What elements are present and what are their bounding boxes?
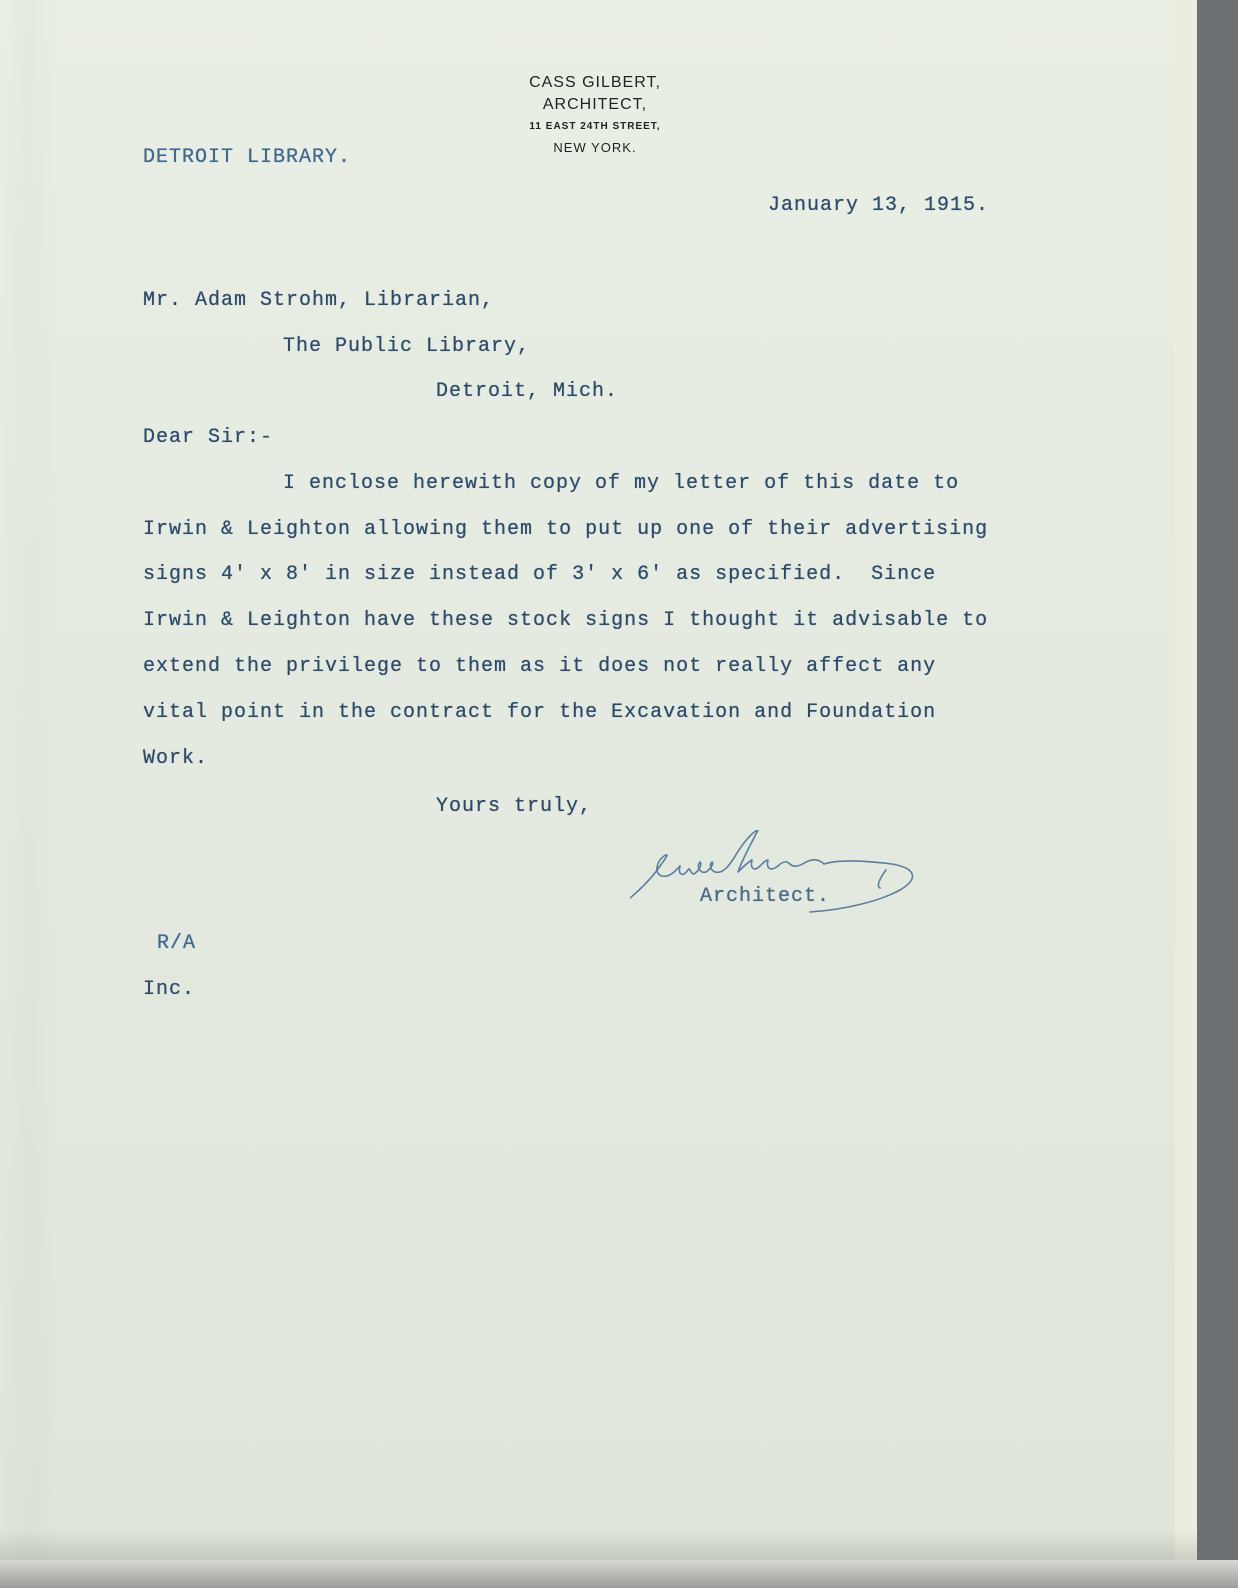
letterhead-city: NEW YORK. xyxy=(553,140,637,155)
typist-initials: R/A xyxy=(157,932,197,955)
body-line: I enclose herewith copy of my letter of this date to xyxy=(283,472,960,495)
body-line: Irwin & Leighton have these stock signs I thought it advisable to xyxy=(143,609,989,632)
letterhead-name: CASS GILBERT, xyxy=(529,74,661,91)
enclosure-note: Inc. xyxy=(143,978,196,1001)
scan-background xyxy=(0,1560,1238,1588)
recipient-line-3: Detroit, Mich. xyxy=(436,380,619,403)
recipient-line-2: The Public Library, xyxy=(283,335,531,358)
salutation: Dear Sir:- xyxy=(143,426,274,449)
letterhead-street: 11 EAST 24TH STREET, xyxy=(529,121,661,132)
signature-title: Architect. xyxy=(700,885,831,908)
handwritten-signature xyxy=(630,830,930,925)
body-line: Irwin & Leighton allowing them to put up one of their advertising xyxy=(143,518,989,541)
recipient-line-1: Mr. Adam Strohm, Librarian, xyxy=(143,289,495,312)
letter-date: January 13, 1915. xyxy=(768,194,990,217)
body-line: extend the privilege to them as it does not really affect any xyxy=(143,655,937,678)
body-line: signs 4' x 8' in size instead of 3' x 6' as specified. Since xyxy=(143,563,937,586)
paper-edge xyxy=(1175,0,1197,1560)
letterhead xyxy=(470,72,720,158)
closing: Yours truly, xyxy=(436,795,593,818)
reference-line: DETROIT LIBRARY. xyxy=(143,146,352,169)
body-line: Work. xyxy=(143,747,209,770)
body-line: vital point in the contract for the Excavation and Foundation xyxy=(143,701,937,724)
letterhead-title: ARCHITECT, xyxy=(542,96,648,113)
